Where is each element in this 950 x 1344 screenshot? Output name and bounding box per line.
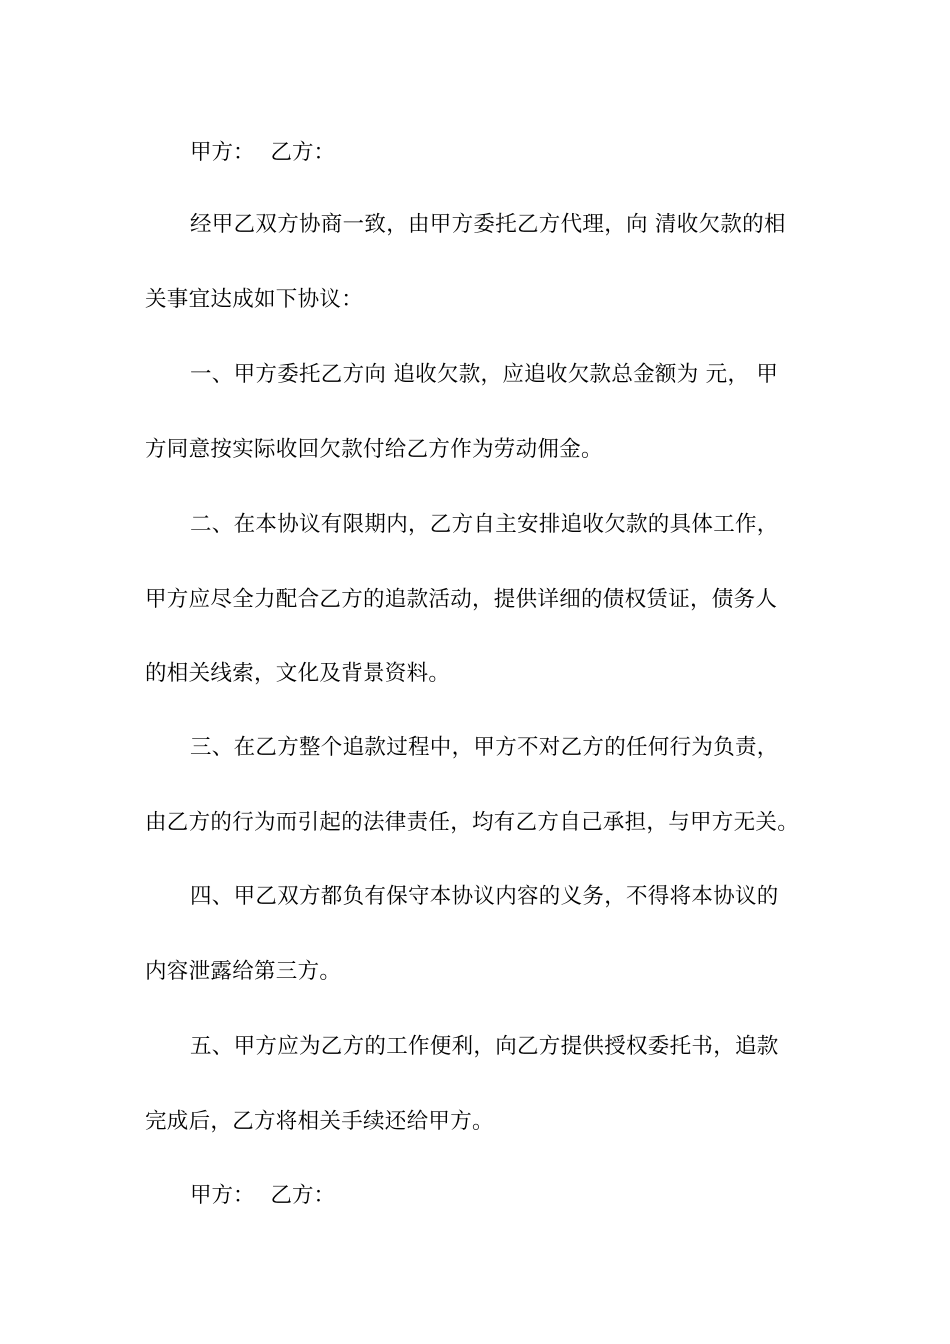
intro-line-2: 关事宜达成如下协议：	[145, 287, 364, 312]
clause-2-line-1: 二、在本协议有限期内，乙方自主安排追收欠款的具体工作，	[190, 512, 779, 537]
clause-4-line-2: 内容泄露给第三方。	[145, 959, 342, 984]
clause-3-line-2: 由乙方的行为而引起的法律责任，均有乙方自己承担，与甲方无关。	[145, 810, 800, 835]
footer-parties	[190, 1181, 335, 1211]
intro-line-1: 经甲乙双方协商一致，由甲方委托乙方代理，向 清收欠款的相	[190, 212, 786, 237]
header-parties	[190, 138, 335, 168]
clause-1-line-1: 一、甲方委托乙方向 追收欠款，应追收欠款总金额为 元， 甲	[190, 362, 779, 387]
footer-party-a-label: 甲方：	[190, 1183, 255, 1208]
clause-5-line-2: 完成后，乙方将相关手续还给甲方。	[145, 1109, 494, 1134]
clause-5-line-1: 五、甲方应为乙方的工作便利，向乙方提供授权委托书，追款	[190, 1034, 779, 1059]
header-party-a-label: 甲方：	[190, 140, 255, 165]
clause-2-line-2: 甲方应尽全力配合乙方的追款活动，提供详细的债权赁证，债务人	[145, 587, 778, 612]
footer-party-b-label: 乙方：	[270, 1183, 336, 1208]
clause-1-line-2: 方同意按实际收回欠款付给乙方作为劳动佣金。	[145, 437, 603, 462]
clause-3-line-1: 三、在乙方整个追款过程中，甲方不对乙方的任何行为负责，	[190, 735, 779, 760]
clause-2-line-3: 的相关线索，文化及背景资料。	[145, 661, 451, 686]
clause-4-line-1: 四、甲乙双方都负有保守本协议内容的义务，不得将本协议的	[190, 884, 779, 909]
header-party-b-label: 乙方：	[270, 140, 336, 165]
